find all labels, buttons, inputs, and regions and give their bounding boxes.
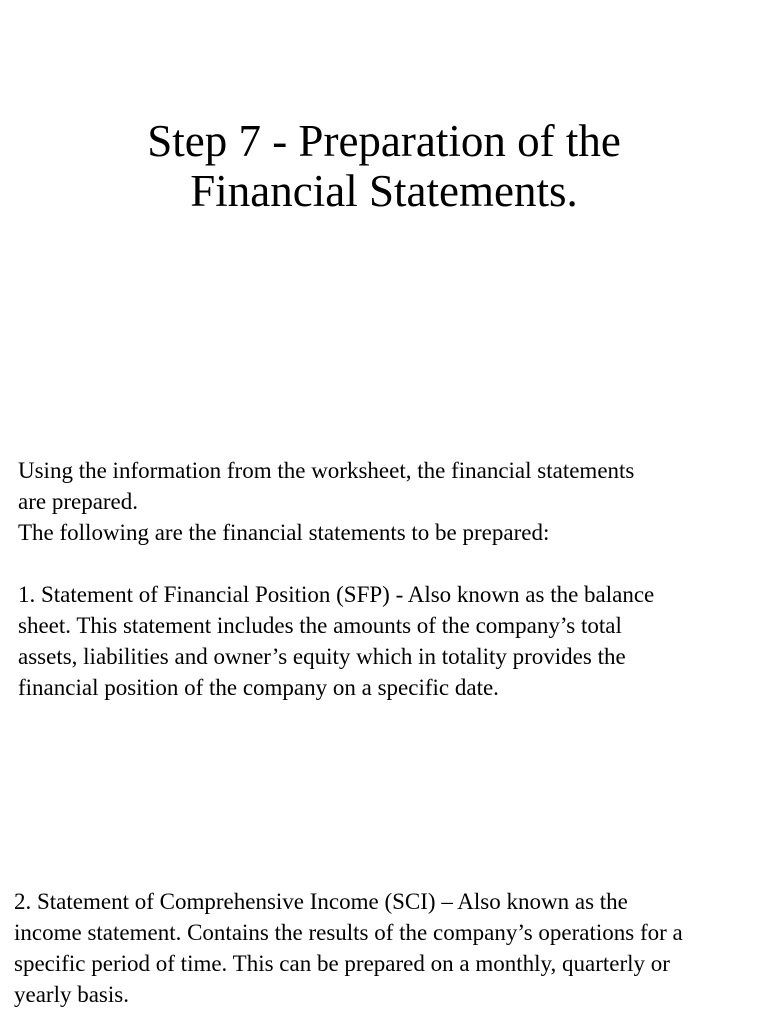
intro-line-3: The following are the financial statements to be prepared: [18, 520, 550, 545]
sfp-line-2: sheet. This statement includes the amounts of the company’s total [18, 613, 622, 638]
title-line-1: Step 7 - Preparation of the [147, 116, 621, 166]
intro-line-1: Using the information from the worksheet, the financial statements [18, 458, 635, 483]
title-line-2: Financial Statements. [190, 166, 578, 216]
sci-line-4: yearly basis. [14, 982, 129, 1007]
sfp-paragraph [18, 579, 654, 703]
intro-paragraph [18, 455, 634, 548]
sci-line-1: 2. Statement of Comprehensive Income (SCI) – Also known as the [14, 889, 628, 914]
sci-line-2: income statement. Contains the results of the company’s operations for a [14, 920, 683, 945]
sfp-line-1: 1. Statement of Financial Position (SFP) - Also known as the balance [18, 582, 655, 607]
intro-line-2: are prepared. [18, 489, 139, 514]
page-title [0, 116, 768, 216]
sci-paragraph [14, 886, 683, 1010]
sci-line-3: specific period of time. This can be prepared on a monthly, quarterly or [14, 951, 670, 976]
sfp-line-4: financial position of the company on a specific date. [18, 675, 499, 700]
sfp-line-3: assets, liabilities and owner’s equity which in totality provides the [18, 644, 626, 669]
